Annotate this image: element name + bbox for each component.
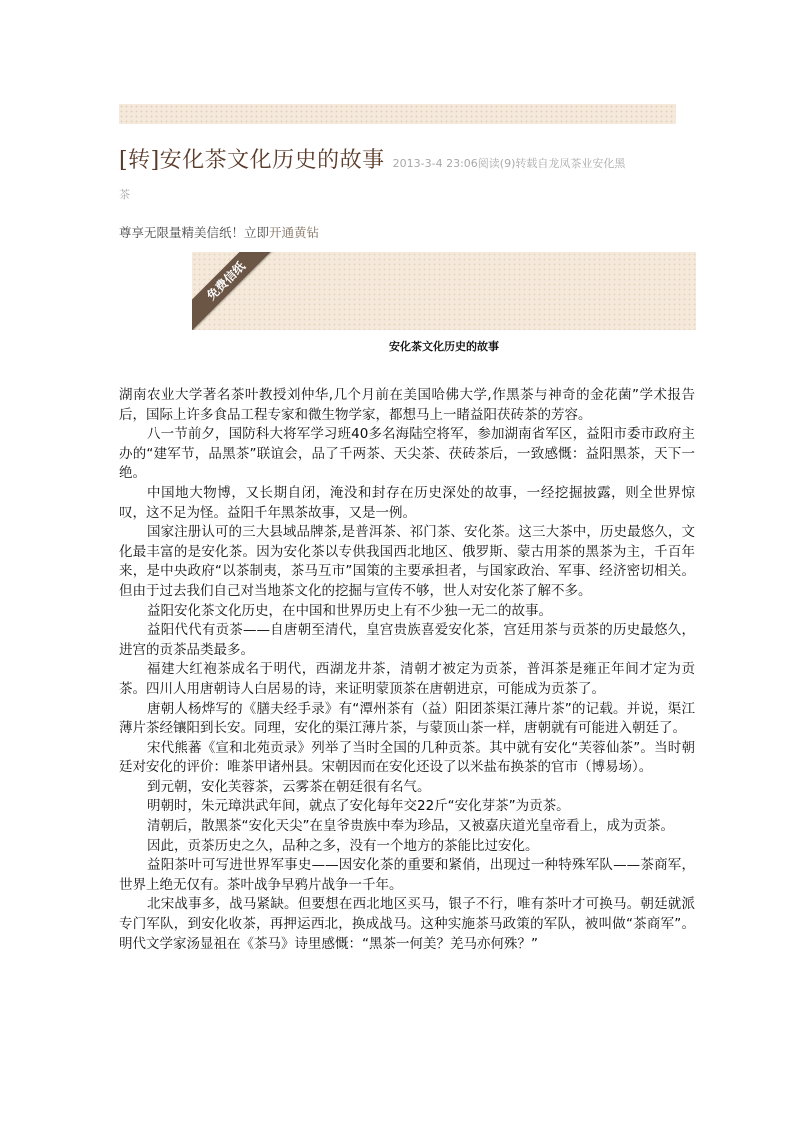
article-paragraph: 清朝后，散黑茶“安化天尖”在皇爷贵族中奉为珍品，又被嘉庆道光皇帝看上，成为贡茶。 [147,818,674,835]
promo-link[interactable]: 开通黄钻 [269,225,320,240]
stationery-banner [192,252,696,330]
article-paragraph: 国家注册认可的三大县域品牌茶,是普洱茶、祁门茶、安化茶。这三大茶中，历史最悠久，文化最丰富的是安化茶。因为安化茶以专供我国西北地区、俄罗斯、蒙古用茶的黑茶为主，千百年来，是中央政府“以茶制夷，茶马互市”国策的主要承担者，与国家政治、军事、经济密切相关。但由于过去我们自己对当地茶文化的挖掘与宣传不够，世人对安化茶了解不多。 [119,524,695,599]
article-paragraph: 益阳安化茶文化历史，在中国和世界历史上有不少独一无二的故事。 [147,602,552,619]
article-paragraph: 益阳茶叶可写进世界军事史——因安化茶的重要和紧俏，出现过一种特殊军队——茶商军，世界上绝无仅有。茶叶战争早鸦片战争一千年。 [119,857,695,893]
article-paragraph: 明朝时，朱元璋洪武年间，就点了安化每年交22斤“安化芽茶”为贡茶。 [147,798,570,815]
article-paragraph: 益阳代代有贡茶——自唐朝至清代，皇宫贵族喜爱安化茶，宫廷用茶与贡茶的历史最悠久，进宫的贡茶品类最多。 [119,622,695,658]
promo-line [119,223,319,241]
article-paragraph: 唐朝人杨烨写的《膳夫经手录》有“潭州茶有（益）阳团茶渠江薄片茶”的记载。并说，渠江薄片茶经镶阳到长安。同理，安化的渠江薄片茶，与蒙顶山茶一样，唐朝就有可能进入朝廷了。 [119,700,695,737]
article-paragraph: 因此，贡茶历史之久，品种之多，没有一个地方的茶能比过安化。 [147,837,539,854]
top-decor-bar [119,104,676,124]
post-header [119,147,679,177]
article-body [119,386,695,954]
article-paragraph: 湖南农业大学著名茶叶教授刘仲华,几个月前在美国哈佛大学,作黑茶与神奇的金花菌”学术报告后，国际上许多食品工程专家和微生物学家，都想马上一睹益阳茯砖茶的芳容。 [119,387,695,423]
article-paragraph: 北宋战事多，战马紧缺。但要想在西北地区买马，银子不行，唯有茶叶才可换马。朝廷就派专门军队，到安化收茶，再押运西北，换成战马。这种实施茶马政策的军队，被叫做“茶商军”。 明代文学家汤显祖在《茶马》诗里感慨：“黑茶一何美？羌马亦何殊？” [119,896,695,952]
free-stationery-ribbon[interactable]: 免费信纸 [192,252,276,330]
post-meta: 2013-3-4 23:06阅读(9)转载自龙凤茶业安化黑 [392,157,626,170]
post-title: [转]安化茶文化历史的故事 [119,148,385,173]
post-meta-tail: 茶 [119,188,130,201]
article-paragraph: 宋代熊蕃《宣和北苑贡录》列举了当时全国的几种贡茶。其中就有安化“芙蓉仙茶”。当时朝廷对安化的评价：唯茶甲诸州县。宋朝因而在安化还设了以米盐布换茶的官市（博易场）。 [119,739,695,776]
article-paragraph: 到元朝，安化芙蓉茶，云雾茶在朝廷很有名气。 [147,778,431,795]
article-paragraph: 福建大红袍茶成名于明代，西湖龙井茶，清朝才被定为贡茶，普洱茶是雍正年间才定为贡茶。四川人用唐朝诗人白居易的诗，来证明蒙顶茶在唐朝进京，可能成为贡茶了。 [119,661,695,697]
article-paragraph: 中国地大物博，又长期自闭，淹没和封存在历史深处的故事，一经挖掘披露，则全世界惊叹，这不足为怪。益阳千年黑茶故事，又是一例。 [119,484,695,521]
stationery-caption: 安化茶文化历史的故事 [389,340,499,353]
article-paragraph: 八一节前夕，国防科大将军学习班40多名海陆空将军，参加湖南省军区，益阳市委市政府主办的“建军节，品黑茶”联谊会，品了千两茶、天尖茶、茯砖茶后，一致感慨：益阳黑茶，天下一绝。 [119,426,695,482]
promo-text: 尊享无限量精美信纸！立即 [119,225,270,240]
